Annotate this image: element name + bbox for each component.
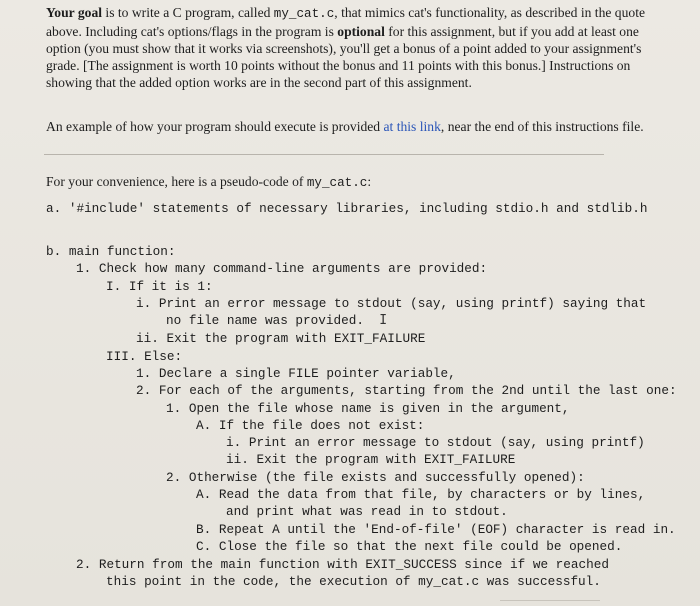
filename-inline-code: my_cat.c [273,7,335,21]
text-cursor-icon: I [379,313,388,328]
filename-inline-code: my_cat.c [306,176,368,190]
code-line: 1. Check how many command-line arguments are provided: [76,261,488,276]
text-span: An example of how your program should execute is provided [46,119,384,134]
code-line: A. Read the data from that file, by characters or by lines, [196,487,646,502]
text-span: for this assignment, but if you add at least one option (you must show that it works via screenshots), you'll get a bonus of a point added to your assignment's grade. [The assignment is worth 10 points without the bonus and 11 points with this bonus.] Instructions on showing that the added option works are in the second part of this assignment. [46,24,642,90]
code-line: and print what was read in to stdout. [226,504,508,519]
code-line: 1. Declare a single FILE pointer variable, [136,366,456,381]
code-line: b. main function: [46,244,176,259]
pseudocode-intro [46,173,656,192]
example-paragraph [46,118,656,135]
code-line-with-cursor [166,312,387,329]
code-line: C. Close the file so that the next file could be opened. [196,539,623,554]
text-span: For your convenience, here is a pseudo-code of [46,174,307,189]
divider [44,154,604,155]
goal-bold-text: Your goal [46,5,103,20]
code-line: ii. Exit the program with EXIT_FAILURE [226,452,516,467]
code-line: 2. Return from the main function with EXIT_SUCCESS since if we reached [76,557,609,572]
text-span: : [367,174,372,189]
code-line: ii. Exit the program with EXIT_FAILURE [136,331,426,346]
code-line: a. '#include' statements of necessary libraries, including stdio.h and stdlib.h [46,201,648,216]
intro-paragraph [46,4,656,91]
optional-bold-text: optional [337,24,385,39]
code-line: 2. For each of the arguments, starting from the 2nd until the last one: [136,383,677,398]
code-line: this point in the code, the execution of my_cat.c was successful. [106,574,601,589]
code-line: i. Print an error message to stdout (say, using printf) saying that [136,296,647,311]
code-line: i. Print an error message to stdout (say, using printf) [226,435,645,450]
divider [500,600,600,601]
code-line: III. Else: [106,349,183,364]
code-line: 1. Open the file whose name is given in the argument, [166,401,570,416]
code-line: no file name was provided. [166,313,364,328]
text-span: , that mimics cat's functionality, as described in the quote above. Including cat's options/flags in the program is [46,5,646,39]
code-line: B. Repeat A until the 'End-of-file' (EOF) character is read in. [196,522,676,537]
code-line: 2. Otherwise (the file exists and successfully opened): [166,470,585,485]
example-link[interactable]: at this link [383,119,441,134]
code-line: A. If the file does not exist: [196,418,425,433]
text-span: is to write a C program, called [102,5,274,20]
text-span: , near the end of this instructions file. [440,119,644,134]
code-line: I. If it is 1: [106,279,213,294]
